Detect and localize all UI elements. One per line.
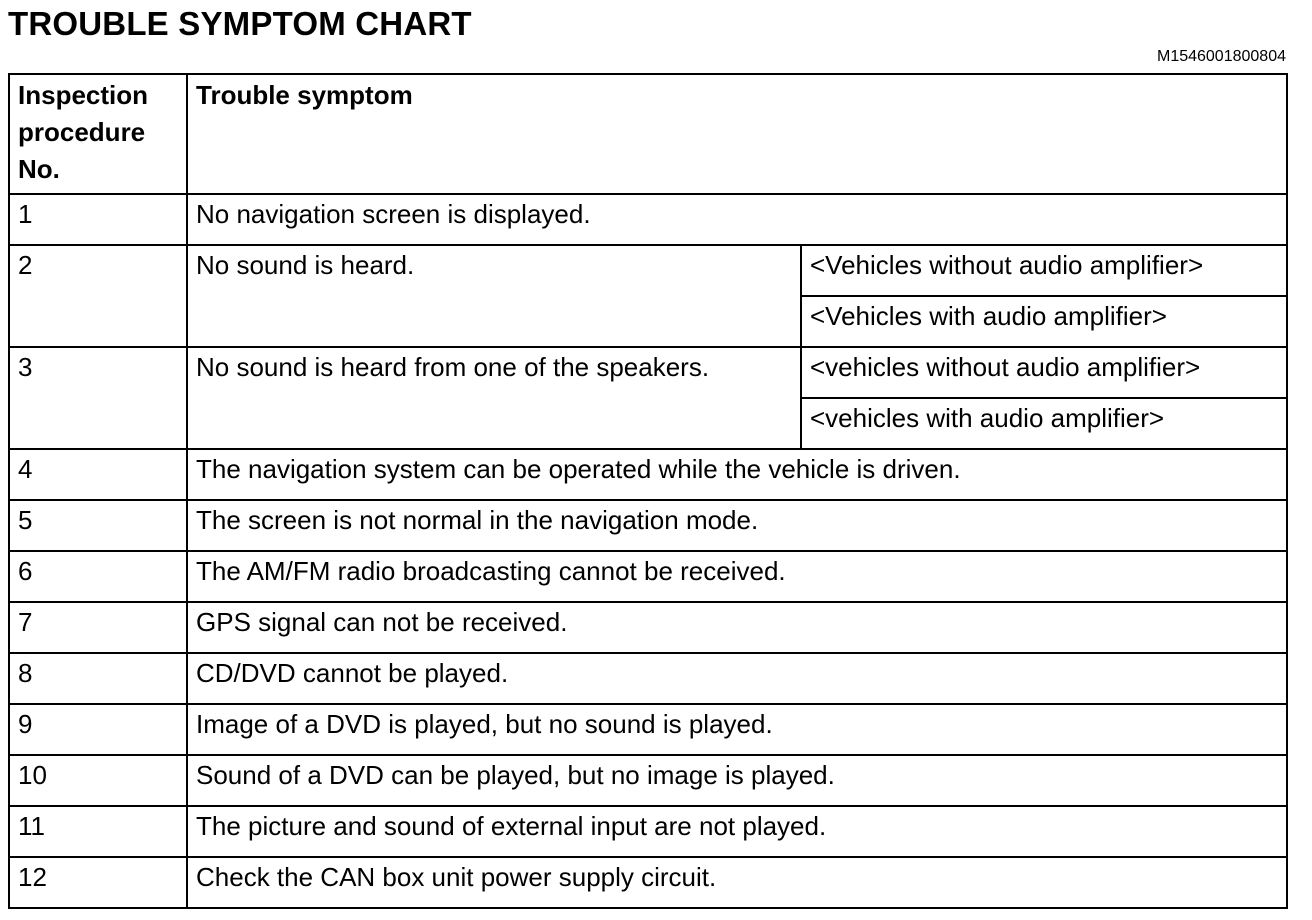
row-symptom: No navigation screen is displayed. xyxy=(187,194,1287,245)
table-row xyxy=(9,500,1287,551)
row-symptom: The picture and sound of external input are not played. xyxy=(187,806,1287,857)
table-row xyxy=(9,245,1287,296)
table-row xyxy=(9,347,1287,398)
row-variant: <Vehicles without audio amplifier> xyxy=(801,245,1287,296)
header-no-line: Inspection xyxy=(18,80,149,110)
header-trouble-symptom: Trouble symptom xyxy=(187,74,1287,194)
row-number: 4 xyxy=(9,449,187,500)
row-symptom: The screen is not normal in the navigation mode. xyxy=(187,500,1287,551)
table-row xyxy=(9,602,1287,653)
row-symptom: The AM/FM radio broadcasting cannot be received. xyxy=(187,551,1287,602)
row-number: 11 xyxy=(9,806,187,857)
row-number: 8 xyxy=(9,653,187,704)
row-symptom: The navigation system can be operated while the vehicle is driven. xyxy=(187,449,1287,500)
header-no-line: procedure xyxy=(18,117,146,147)
row-variant: <vehicles with audio amplifier> xyxy=(801,398,1287,449)
row-symptom: Sound of a DVD can be played, but no image is played. xyxy=(187,755,1287,806)
table-row xyxy=(9,194,1287,245)
row-number: 9 xyxy=(9,704,187,755)
table-header-row xyxy=(9,74,1287,194)
trouble-symptom-table xyxy=(8,73,1288,909)
header-inspection-no xyxy=(9,74,187,194)
table-row xyxy=(9,755,1287,806)
row-number: 6 xyxy=(9,551,187,602)
header-no-line: No. xyxy=(18,154,60,184)
table-row xyxy=(9,449,1287,500)
page-title: TROUBLE SYMPTOM CHART xyxy=(8,5,472,42)
row-number: 10 xyxy=(9,755,187,806)
row-symptom: CD/DVD cannot be played. xyxy=(187,653,1287,704)
table-row xyxy=(9,704,1287,755)
row-symptom: Check the CAN box unit power supply circuit. xyxy=(187,857,1287,908)
row-symptom: Image of a DVD is played, but no sound is played. xyxy=(187,704,1287,755)
row-number: 5 xyxy=(9,500,187,551)
table-row xyxy=(9,857,1287,908)
row-number: 2 xyxy=(9,245,187,347)
table-row xyxy=(9,551,1287,602)
row-variant: <Vehicles with audio amplifier> xyxy=(801,296,1287,347)
row-number: 1 xyxy=(9,194,187,245)
table-row xyxy=(9,653,1287,704)
document-code: M1546001800804 xyxy=(1156,48,1286,65)
row-symptom: No sound is heard. xyxy=(187,245,801,347)
table-row xyxy=(9,806,1287,857)
row-number: 12 xyxy=(9,857,187,908)
row-symptom: GPS signal can not be received. xyxy=(187,602,1287,653)
row-number: 3 xyxy=(9,347,187,449)
row-symptom: No sound is heard from one of the speakers. xyxy=(187,347,801,449)
row-number: 7 xyxy=(9,602,187,653)
row-variant: <vehicles without audio amplifier> xyxy=(801,347,1287,398)
